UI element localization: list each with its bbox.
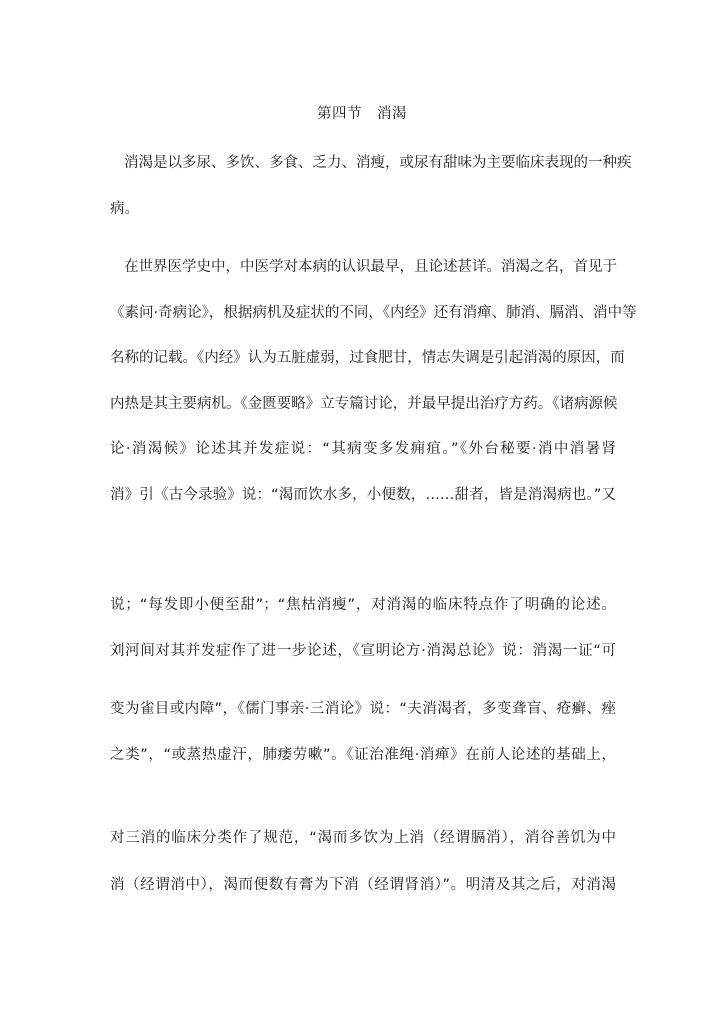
- paragraph-2-line-12: 消（经谓消中），渴而便数有膏为下消（经谓肾消）”。明清及其之后，对消渴: [110, 877, 616, 893]
- paragraph-2-line-4: 内热是其主要病机。《金匮要略》立专篇讨论，并最早提出治疗方药。《诸病源候: [110, 396, 618, 412]
- paragraph-1-line-2: 病。: [110, 201, 139, 217]
- section-title: 第四节 消渴: [317, 106, 407, 122]
- paragraph-2-line-9: 变为雀目或内障”，《儒门事亲·三消论》说：“夫消渴者，多变聋盲、疮癣、痤: [110, 701, 616, 717]
- paragraph-2-line-3: 名称的记载。《内经》认为五脏虚弱，过食肥甘，情志失调是引起消渴的原因，而: [110, 350, 625, 366]
- paragraph-2-line-6: 消》引《古今录验》说：“渴而饮水多，小便数，……甜者，皆是消渴病也。”又: [110, 487, 616, 503]
- paragraph-2-line-7: 说；“每发即小便至甜”；“焦枯消瘦”，对消渴的临床特点作了明确的论述。: [110, 597, 616, 613]
- paragraph-2-line-8: 刘河间对其并发症作了进一步论述，《宣明论方·消渴总论》说：消渴一证“可: [110, 643, 616, 659]
- paragraph-2-line-2: 《素问·奇病论》，根据病机及症状的不同，《内经》还有消瘅、肺消、膈消、消中等: [110, 305, 637, 321]
- paragraph-2-line-5: 论·消渴候》论述其并发症说：“其病变多发痈疽。”《外台秘要·消中消暑肾: [110, 441, 616, 457]
- paragraph-2-line-10: 之类”，“或蒸热虚汗，肺痿劳嗽”。《证治准绳·消瘅》在前人论述的基础上，: [110, 747, 616, 763]
- paragraph-2-line-11: 对三消的临床分类作了规范，“渴而多饮为上消（经谓膈消），消谷善饥为中: [110, 830, 616, 846]
- paragraph-1-line-1: 消渴是以多尿、多饮、多食、乏力、消瘦，或尿有甜味为主要临床表现的一种疾: [124, 155, 632, 171]
- paragraph-2-line-1: 在世界医学史中，中医学对本病的认识最早，且论述甚详。消渴之名，首见于: [124, 259, 617, 275]
